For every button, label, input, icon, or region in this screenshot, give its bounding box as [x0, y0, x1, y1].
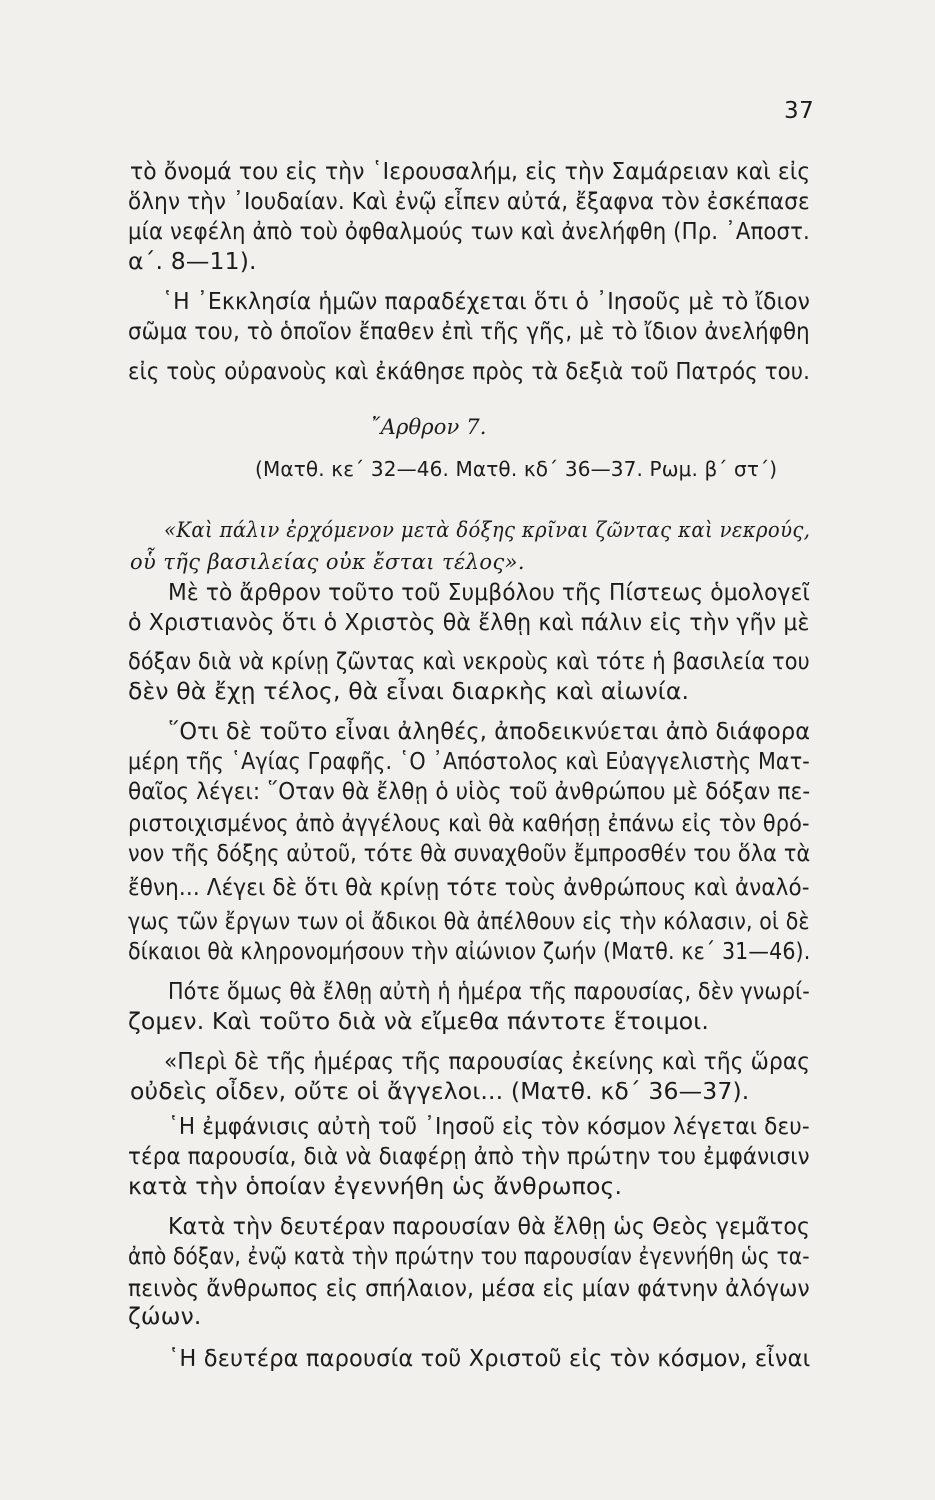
text-line: ἔθνη... Λέγει δὲ ὅτι θὰ κρίνῃ τότε τοὺς ἀνθρώπους καὶ ἀναλό-	[128, 873, 810, 901]
text-line: ῾Η ᾿Εκκλησία ἡμῶν παραδέχεται ὅτι ὁ ᾿Ιησοῦς μὲ τὸ ἴδιον	[162, 287, 811, 315]
text-line: σῶμα του, τὸ ὁποῖον ἔπαθεν ἐπὶ τῆς γῆς, μὲ τὸ ἴδιον ἀνελήφθη	[128, 317, 810, 345]
text-line: πεινὸς ἄνθρωπος εἰς σπήλαιον, μέσα εἰς μίαν φάτνην ἀλόγων	[128, 1274, 810, 1302]
text-line: μία νεφέλη ἀπὸ τοὺ ὀφθαλμούς των καὶ ἀνελήφθη (Πρ. ᾿Αποστ.	[128, 217, 810, 245]
text-line: ῞Οτι δὲ τοῦτο εἶναι ἀληθές, ἀποδεικνύεται ἀπὸ διάφορα	[168, 717, 811, 745]
text-line: Πότε ὅμως θὰ ἔλθῃ αὐτὴ ἡ ἡμέρα τῆς παρουσίας, δὲν γνωρί-	[168, 977, 810, 1005]
text-line: κατὰ τὴν ὁποίαν ἐγεννήθη ὡς ἄνθρωπος.	[128, 1172, 623, 1200]
text-line: «Περὶ δὲ τῆς ἡμέρας τῆς παρουσίας ἐκείνης καὶ τῆς ὥρας	[164, 1047, 811, 1075]
text-line: α΄. 8—11).	[128, 247, 257, 275]
text-line: δὲν θὰ ἔχῃ τέλος, θὰ εἶναι διαρκὴς καὶ αἰωνία.	[128, 677, 690, 705]
text-line: νον τῆς δόξης αὐτοῦ, τότε θὰ συναχθοῦν ἔμπροσθέν του ὅλα τὰ	[128, 839, 811, 867]
text-line: θαῖος λέγει: ῞Οταν θὰ ἔλθῃ ὁ υἱὸς τοῦ ἀνθρώπου μὲ δόξαν πε-	[128, 777, 811, 805]
text-line: Μὲ τὸ ἄρθρον τοῦτο τοῦ Συμβόλου τῆς Πίστεως ὁμολογεῖ	[168, 578, 810, 606]
text-line: ὁ Χριστιανὸς ὅτι ὁ Χριστὸς θὰ ἔλθῃ καὶ πάλιν εἰς τὴν γῆν μὲ	[128, 608, 810, 636]
text-line: ριστοιχισμένος ἀπὸ ἀγγέλους καὶ θὰ καθήσῃ ἐπάνω εἰς τὸν θρό-	[128, 809, 810, 837]
text-line: Κατὰ τὴν δευτέραν παρουσίαν θὰ ἔλθῃ ὡς Θεὸς γεμᾶτος	[168, 1212, 811, 1240]
creed-quote: «Καὶ πάλιν ἐρχόμενον μετὰ δόξης κρῖναι ζῶντας καὶ νεκρούς,	[164, 518, 811, 542]
text-line: ζώων.	[128, 1302, 202, 1330]
creed-quote: οὗ τῆς βασιλείας οὐκ ἔσται τέλος».	[130, 550, 525, 574]
text-line: γως τῶν ἔργων των οἱ ἄδικοι θὰ ἀπέλθουν εἰς τὴν κόλασιν, οἱ δὲ	[128, 907, 810, 935]
scripture-references: (Ματθ. κε΄ 32—46. Ματθ. κδ΄ 36—37. Ρωμ. β΄ στ΄)	[255, 457, 778, 481]
text-line: τὸ ὄνομά του εἰς τὴν ῾Ιερουσαλήμ, εἰς τὴν Σαμάρειαν καὶ εἰς	[130, 157, 811, 185]
text-line: ῾Η δευτέρα παρουσία τοῦ Χριστοῦ εἰς τὸν κόσμον, εἶναι	[168, 1344, 811, 1372]
text-line: ζομεν. Καὶ τοῦτο διὰ νὰ εἴμεθα πάντοτε ἕτοιμοι.	[128, 1007, 709, 1035]
text-line: ἀπὸ δόξαν, ἐνῷ κατὰ τὴν πρώτην του παρουσίαν ἐγεννήθη ὡς τα-	[128, 1242, 810, 1270]
page-number: 37	[784, 98, 815, 124]
text-line: δίκαιοι θὰ κληρονομήσουν τὴν αἰώνιον ζωήν (Ματθ. κε΄ 31—46).	[128, 937, 811, 965]
text-line: ῾Η ἐμφάνισις αὐτὴ τοῦ ᾿Ιησοῦ εἰς τὸν κόσμον λέγεται δευ-	[168, 1112, 810, 1140]
article-heading: ῎Αρθρον 7.	[370, 415, 487, 439]
text-line: οὐδεὶς οἶδεν, οὔτε οἱ ἄγγελοι... (Ματθ. κδ΄ 36—37).	[130, 1077, 750, 1105]
text-line: τέρα παρουσία, διὰ νὰ διαφέρῃ ἀπὸ τὴν πρώτην του ἐμφάνισιν	[128, 1142, 810, 1170]
text-line: ὅλην τὴν ᾿Ιουδαίαν. Καὶ ἐνῷ εἶπεν αὐτά, ἔξαφνα τὸν ἐσκέπασε	[128, 187, 810, 215]
text-line: εἰς τοὺς οὐρανοὺς καὶ ἐκάθησε πρὸς τὰ δεξιὰ τοῦ Πατρός του.	[128, 357, 811, 385]
text-line: δόξαν διὰ νὰ κρίνῃ ζῶντας καὶ νεκροὺς καὶ τότε ἡ βασιλεία του	[128, 647, 810, 675]
text-line: μέρη τῆς ῾Αγίας Γραφῆς. ῾Ο ᾿Απόστολος καὶ Εὐαγγελιστὴς Ματ-	[128, 747, 810, 775]
